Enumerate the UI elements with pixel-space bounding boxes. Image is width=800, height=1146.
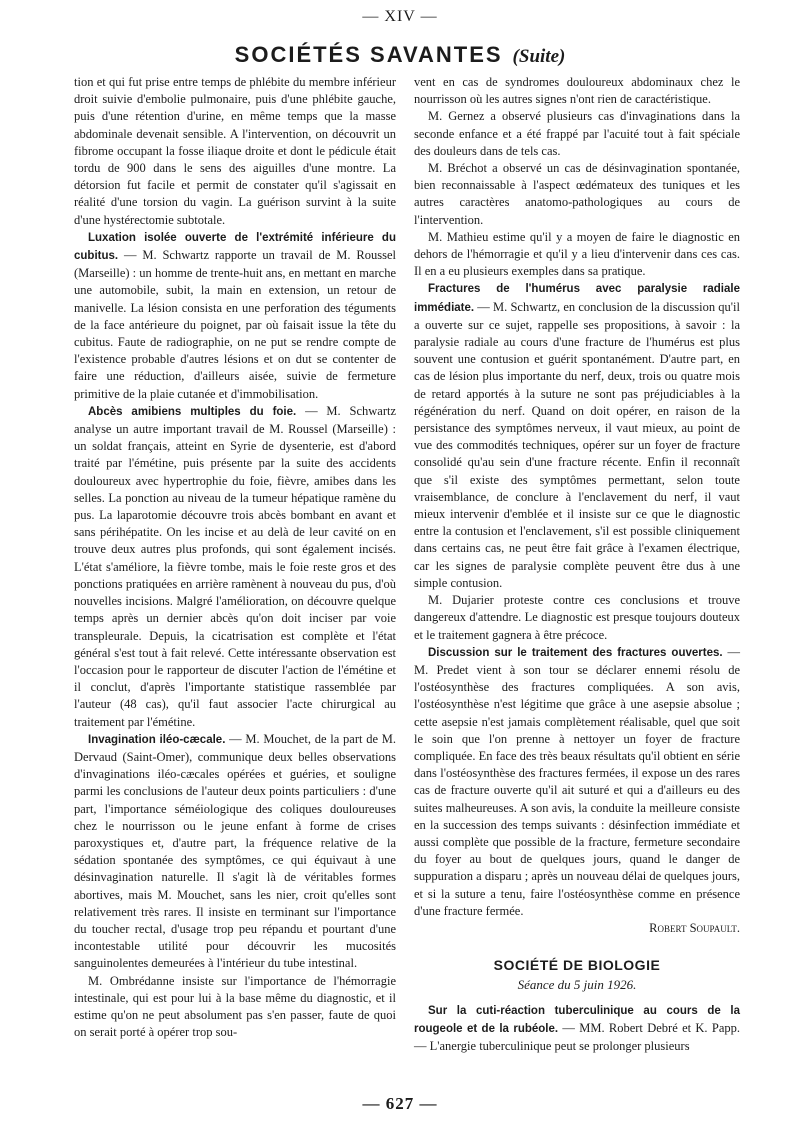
paragraph-body: — M. Schwartz rapporte un travail de M. Roussel (Marseille) : un homme de trente-huit ans, en mettant en marche une automobile, subit, la main en extension, un retour de manivelle. La lésion consista en une perforation des téguments de la face antérieure du poignet, par où faisait issue la tête du cubitus. Faute de radiographie, on ne put se rendre compte de l'existence probable d'autres lésions et on dut se contenter de faire une réduction, d'ailleurs aisée, suivie de fermeture primitive de la plaie cutanée et d'immobilisation. bbox=[74, 248, 396, 401]
page-number-bottom: — 627 — bbox=[362, 1094, 438, 1113]
paragraph-lead: Invagination iléo-cæcale. bbox=[88, 733, 226, 746]
paragraph: M. Gernez a observé plusieurs cas d'invaginations dans la seconde enfance et a été frappé par l'acuité tout à fait spéciale des douleurs dans de tels cas. bbox=[414, 109, 740, 158]
paragraph-lead: Discussion sur le traitement des fractures ouvertes. bbox=[428, 646, 723, 659]
paragraph-lead: Sur la cuti-réaction tuberculinique au cours de la rougeole et de la rubéole. bbox=[414, 1004, 740, 1035]
paragraph-body: — MM. Robert Debré et K. Papp. — L'anergie tuberculinique peut se prolonger plusieurs bbox=[414, 1020, 740, 1053]
paragraph-body: — M. Predet vient à son tour se déclarer ennemi résolu de l'ostéosynthèse des fractures compliquées. A son avis, l'ostéosynthèse n'est légitime que grâce à une asepsie absolue ; cette asepsie n'est jamais complètement réalisable, quel que soit le soin que l'on prenne à nettoyer un foyer de fracture compliquée. En face des très beaux résultats qu'il obtient en série dans l'ostéosynthèse des fractures fermées, il expose un des rares cas de fracture ouverte qu'il ait suturé et qui a d'ailleurs eu des suites malheureuses. A son avis, la conduite la meilleure consiste en la succession des temps suivants : désinfection immédiate et aussi complète que possible de la fracture, fermeture secondaire du foyer au bout de quelques jours, quand le danger de suppuration a disparu ; après un nouveau délai de quelques jours, et si la suture a tenu, faire l'ostéosynthèse comme en présence d'une fracture fermée. bbox=[414, 644, 741, 918]
running-head-suite: (Suite) bbox=[512, 46, 566, 67]
paragraph-lead: Abcès amibiens multiples du foie. bbox=[88, 405, 297, 418]
left-column bbox=[74, 74, 396, 1041]
paragraph: M. Ombrédanne insiste sur l'importance de l'hémorragie intestinale, qui est pour lui à la base même du diagnostic, et il estime qu'on ne peut absolument pas s'en passer, faute de quoi on serait porté à opérer trop sou- bbox=[74, 973, 396, 1040]
paragraph bbox=[74, 229, 396, 403]
paragraph: M. Dujarier proteste contre ces conclusions et trouve dangereux d'attendre. Le diagnostic est presque toujours douteux et le traitement gagnera à être précoce. bbox=[414, 593, 740, 642]
running-head bbox=[0, 44, 800, 66]
paragraph-lead: Fractures de l'humérus avec paralysie radiale immédiate. bbox=[414, 283, 740, 314]
paragraph-body: — M. Schwartz analyse un autre important travail de M. Roussel (Marseille) : un soldat français, atteint en Syrie de dysenterie, est d'abord traité par l'émétine, puis présente par la suite des accidents douloureux avec hypertrophie du foie, fièvre, amibes dans les selles. La ponction au niveau de la tumeur hépatique ramène du pus. La laparotomie découvre trois abcès bombant en avant et sans périhépatite. On les incise et au delà de leur cavité on en trouve deux autres plus profonds, qui sont également incisés. L'état s'améliore, la fièvre tombe, mais le foie reste gros et des ponctions pratiquées en arrière ramènent à nouveau du pus, d'où nouvelles incisions. Malgré l'amélioration, on découvre quelque temps après un dernier abcès qu'on doit inciser par voie transpleurale. Depuis, la cicatrisation est complète et l'état général s'est tout à fait relevé. Cette intéressante observation est l'occasion pour le rapporteur de discuter l'action de l'émétine et il conclut, d'après l'importante statistique rassemblée par l'auteur (48 cas), qu'il faut associer l'acte chirurgical au traitement par l'émétine. bbox=[74, 403, 397, 729]
signature: Robert Soupault. bbox=[649, 920, 740, 935]
section-title: SOCIÉTÉ DE BIOLOGIE bbox=[493, 957, 661, 974]
running-head-title: SOCIÉTÉS SAVANTES bbox=[234, 42, 503, 67]
paragraph: tion et qui fut prise entre temps de phlébite du membre inférieur droit suivie d'embolie pulmonaire, puis d'une phlébite gauche, puis d'une rétention d'urine, en même temps que la masse abdominale devenait sensible. A l'intervention, on découvrit un fibrome occupant la fosse iliaque droite et dont le pédicule était tordu de 900 dans le sens des aiguilles d'une montre. La détorsion fut facile et permit de constater qu'il s'agissait en réalité d'une torsion du vagin. La guérison survint à la suite d'une hystérectomie subtotale. bbox=[74, 75, 396, 227]
paragraph-lead: Luxation isolée ouverte de l'extrémité inférieure du cubitus. bbox=[74, 231, 396, 263]
paragraph bbox=[414, 644, 740, 920]
page-number-top: — XIV — bbox=[362, 8, 438, 25]
paragraph-body: — M. Mouchet, de la part de M. Dervaud (Saint-Omer), communique deux belles observations d'invaginations iléo-cæcales opérées et guéries, et souligne parmi les conclusions de l'auteur deux points particuliers : d'une part, l'importance séméiologique des coliques douloureuses chez le nourrisson ou le jeune enfant à forme de crises paroxystiques et, d'autre part, la fréquence relative de la sédation spontanée des symptômes, ce qui équivaut à une désinvagination naturelle. Il s'agit là de véritables formes abortives, mais M. Mouchet, sans les nier, croit qu'elles sont relativement très rares. Il insiste en terminant sur l'importance du toucher rectal, d'usage trop peu répandu et pourtant d'une incontestable utilité pour découvrir les mucosités sanguinolentes demeurées à l'intérieur du tube intestinal. bbox=[74, 731, 396, 971]
section-date: Séance du 5 juin 1926. bbox=[517, 977, 637, 993]
paragraph: M. Mathieu estime qu'il y a moyen de faire le diagnostic en dehors de l'hémorragie et qu'il y a lieu d'intervenir dans ces cas. Il en a eu plusieurs exemples dans sa pratique. bbox=[414, 229, 740, 279]
paragraph bbox=[74, 403, 396, 731]
paragraph: M. Bréchot a observé un cas de désinvagination spontanée, bien reconnaissable à l'aspect œdémateux des tuniques et les autres caractères anatomo-pathologiques au cours de l'intervention. bbox=[414, 161, 740, 227]
paragraph bbox=[414, 280, 740, 592]
paragraph bbox=[74, 731, 396, 973]
paragraph: vent en cas de syndromes douloureux abdominaux chez le nourrisson où les autres signes n'ont rien de caractéristique. bbox=[414, 75, 740, 107]
right-column bbox=[414, 74, 740, 1055]
paragraph bbox=[414, 1002, 740, 1056]
paragraph-body: — M. Schwartz, en conclusion de la discussion qu'il a ouverte sur ce sujet, rappelle ses propositions, à savoir : la paralysie radiale au cours d'une fracture de l'humérus est plus souvent une contusion et guérit spontanément. D'autre part, en cas de lésion plus importante du nerf, deux, trois ou quatre mois de retard apportés à la suture ne sont pas préjudiciables à la régénération du nerf. Quand on doit opérer, en raison de la persistance des symptômes nerveux, il vaut mieux, au point de vue des commodités techniques, opérer sur un foyer de fracture consolidé qu'au sein d'une fracture récente. Enfin il reconnaît que s'il existe des symptômes permettant, selon toute vraisemblance, de conclure à l'enclavement du nerf, il vaut mieux intervenir d'emblée et il insiste sur ce que le diagnostic entre la contusion et l'enclavement, s'il est possible cliniquement dans certains cas, ne peut être fait grâce à l'examen électrique, car les signes de paralysie complète peuvent être dus à une simple contusion. bbox=[414, 299, 740, 590]
